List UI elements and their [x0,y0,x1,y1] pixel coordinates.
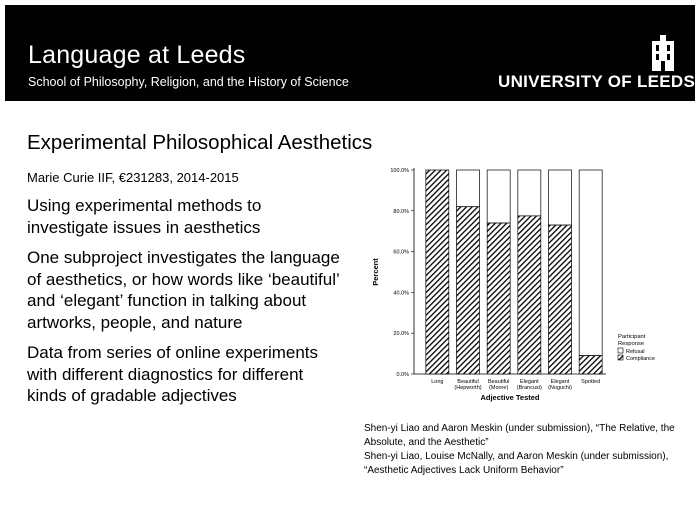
tower-crest-icon [648,35,678,71]
x-tick-label: Spotted [581,379,601,385]
x-tick-label: Beautiful [457,379,479,385]
x-tick-label-sub: (Moore) [489,385,509,391]
x-tick-label: Elegant [520,379,539,385]
compliance-bar-chart [356,158,676,410]
legend-title: Participant [618,334,646,340]
bar-compliance [487,223,510,374]
legend-label-compliance: Compliance [626,356,656,362]
y-tick-label: 60.0% [393,249,409,256]
university-logo-text: UNIVERSITY OF LEEDS [498,72,696,91]
bullet-item: Data from series of online experiments with different diagnostics for different kinds of gradable adjectives [27,343,319,405]
bar-refusal [518,170,541,216]
x-tick-label: Elegant [550,379,570,385]
bar-refusal [487,170,510,223]
legend-swatch-compliance [618,355,623,360]
bar-compliance [426,170,449,374]
y-axis-title: Percent [371,258,380,286]
legend-swatch-refusal [618,348,623,353]
citation-2: Shen-yi Liao, Louise McNally, and Aaron Meskin (under submission), “Aesthetic Adjectives Lack Uniform Behavior” [364,451,669,476]
x-tick-label-sub: (Hepworth) [454,385,482,391]
bar-refusal [457,170,480,207]
y-tick-label: 0.0% [396,372,409,378]
legend-title-line2: Response [618,341,645,347]
bar-compliance [549,225,572,374]
bullet-item: One subproject investigates the language of aesthetics, or how words like ‘beautiful’ and ‘elegant’ function in talking about artworks, people, and nature [27,248,340,332]
y-tick-label: 100.0% [390,168,409,174]
y-tick-label: 20.0% [393,331,409,338]
bar-refusal [579,170,602,356]
x-tick-label: Long [431,379,444,385]
bar-compliance [457,207,480,374]
x-tick-label-sub: (Brancusi) [516,385,542,391]
x-tick-label-sub: (Noguchi) [548,385,572,391]
legend-label-refusal: Refusal [626,349,645,355]
header-title: Language at Leeds [28,41,246,69]
header-banner [5,5,695,101]
bullet-item: Using experimental methods to investigate issues in aesthetics [27,196,262,237]
bar-compliance [518,216,541,374]
bar-compliance [579,356,602,374]
citations [364,422,694,478]
university-logo [498,35,696,91]
citation-1: Shen-yi Liao and Aaron Meskin (under submission), “The Relative, the Absolute, and the Aesthetic” [364,423,675,448]
bar-refusal [549,170,572,225]
slide-title: Experimental Philosophical Aesthetics [27,131,373,154]
y-tick-label: 80.0% [393,208,409,215]
x-tick-label: Beautiful [487,379,510,385]
bullet-list [27,195,347,416]
x-axis-title: Adjective Tested [480,393,540,402]
y-tick-label: 40.0% [393,290,409,297]
header-subtitle: School of Philosophy, Religion, and the History of Science [28,75,349,89]
grant-info: Marie Curie IIF, €231283, 2014-2015 [27,170,239,185]
